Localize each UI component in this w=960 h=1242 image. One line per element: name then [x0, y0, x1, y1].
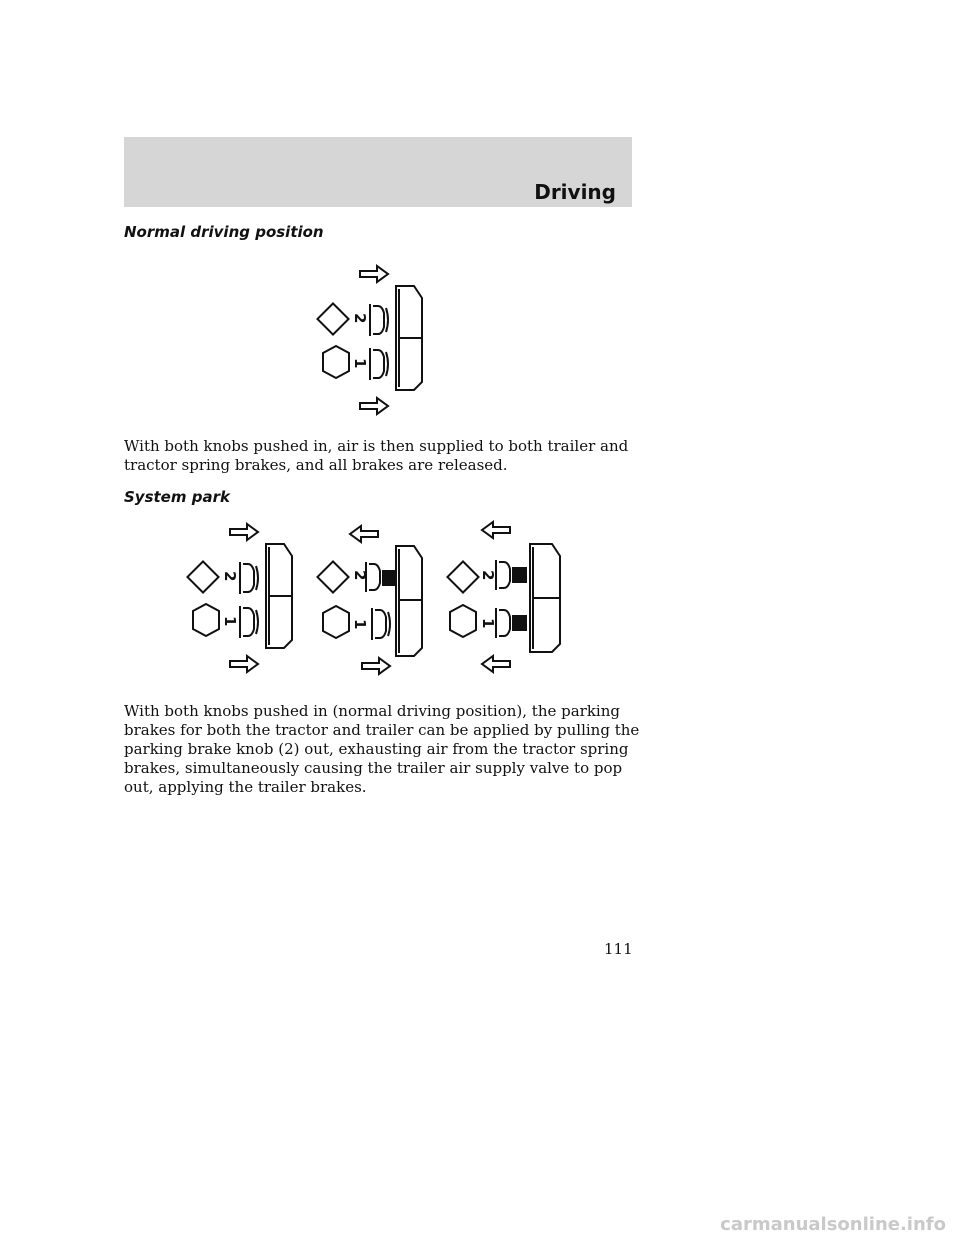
subheading-system-park: System park — [124, 488, 230, 506]
arrow-top — [230, 524, 258, 540]
knob-label-2: 2 — [221, 571, 239, 582]
arrow-top — [350, 526, 378, 542]
valve-knob-1-pulled — [496, 608, 526, 638]
diamond-knob-icon — [317, 303, 348, 334]
system-park-diagram-step-2 — [300, 520, 440, 685]
knob-label-2: 2 — [351, 313, 369, 324]
valve-knob-1 — [370, 348, 388, 380]
knob-label-1: 1 — [479, 618, 497, 629]
valve-housing — [266, 544, 292, 648]
diamond-knob-icon — [447, 561, 478, 592]
knob-label-1: 1 — [351, 619, 369, 630]
knob-label-2: 2 — [351, 570, 369, 581]
valve-knob-2-pulled — [496, 560, 526, 590]
paragraph-system-park: With both knobs pushed in (normal driving position), the parking brakes for both the tractor and trailer can be applied by pulling the parking brake knob (2) out, exhausting air from the tractor spring brakes, simultaneously causing the trailer air supply valve to pop out, applying the trailer brakes. — [124, 702, 640, 796]
valve-knob-2-pulled — [366, 562, 396, 592]
hexagon-knob-icon — [193, 604, 219, 636]
diamond-knob-icon — [317, 561, 348, 592]
system-park-diagram-step-3 — [430, 514, 570, 679]
paragraph-normal-driving: With both knobs pushed in, air is then supplied to both trailer and tractor spring brakes, and all brakes are released. — [124, 437, 629, 474]
valve-knob-1 — [240, 606, 258, 638]
valve-knob-2 — [370, 304, 388, 336]
normal-driving-diagram — [300, 256, 440, 421]
section-title: Driving — [534, 180, 616, 204]
valve-knob-1 — [372, 608, 390, 640]
valve-knob-2 — [240, 562, 258, 594]
arrow-top — [360, 266, 388, 282]
knob-label-1: 1 — [221, 616, 239, 627]
arrow-bottom — [230, 656, 258, 672]
subheading-normal-driving: Normal driving position — [124, 223, 324, 241]
diamond-knob-icon — [187, 561, 218, 592]
arrow-bottom — [482, 656, 510, 672]
arrow-bottom — [362, 658, 390, 674]
knob-label-1: 1 — [351, 358, 369, 369]
watermark: carmanualsonline.info — [720, 1214, 946, 1235]
header-band — [124, 137, 632, 207]
valve-housing — [396, 546, 422, 656]
valve-housing — [396, 286, 422, 390]
knob-label-2: 2 — [479, 570, 497, 581]
page-number: 111 — [604, 940, 633, 958]
system-park-diagram-step-1 — [170, 514, 310, 679]
arrow-bottom — [360, 398, 388, 414]
hexagon-knob-icon — [323, 606, 349, 638]
valve-housing — [530, 544, 560, 652]
arrow-top — [482, 522, 510, 538]
hexagon-knob-icon — [323, 346, 349, 378]
hexagon-knob-icon — [450, 605, 476, 637]
